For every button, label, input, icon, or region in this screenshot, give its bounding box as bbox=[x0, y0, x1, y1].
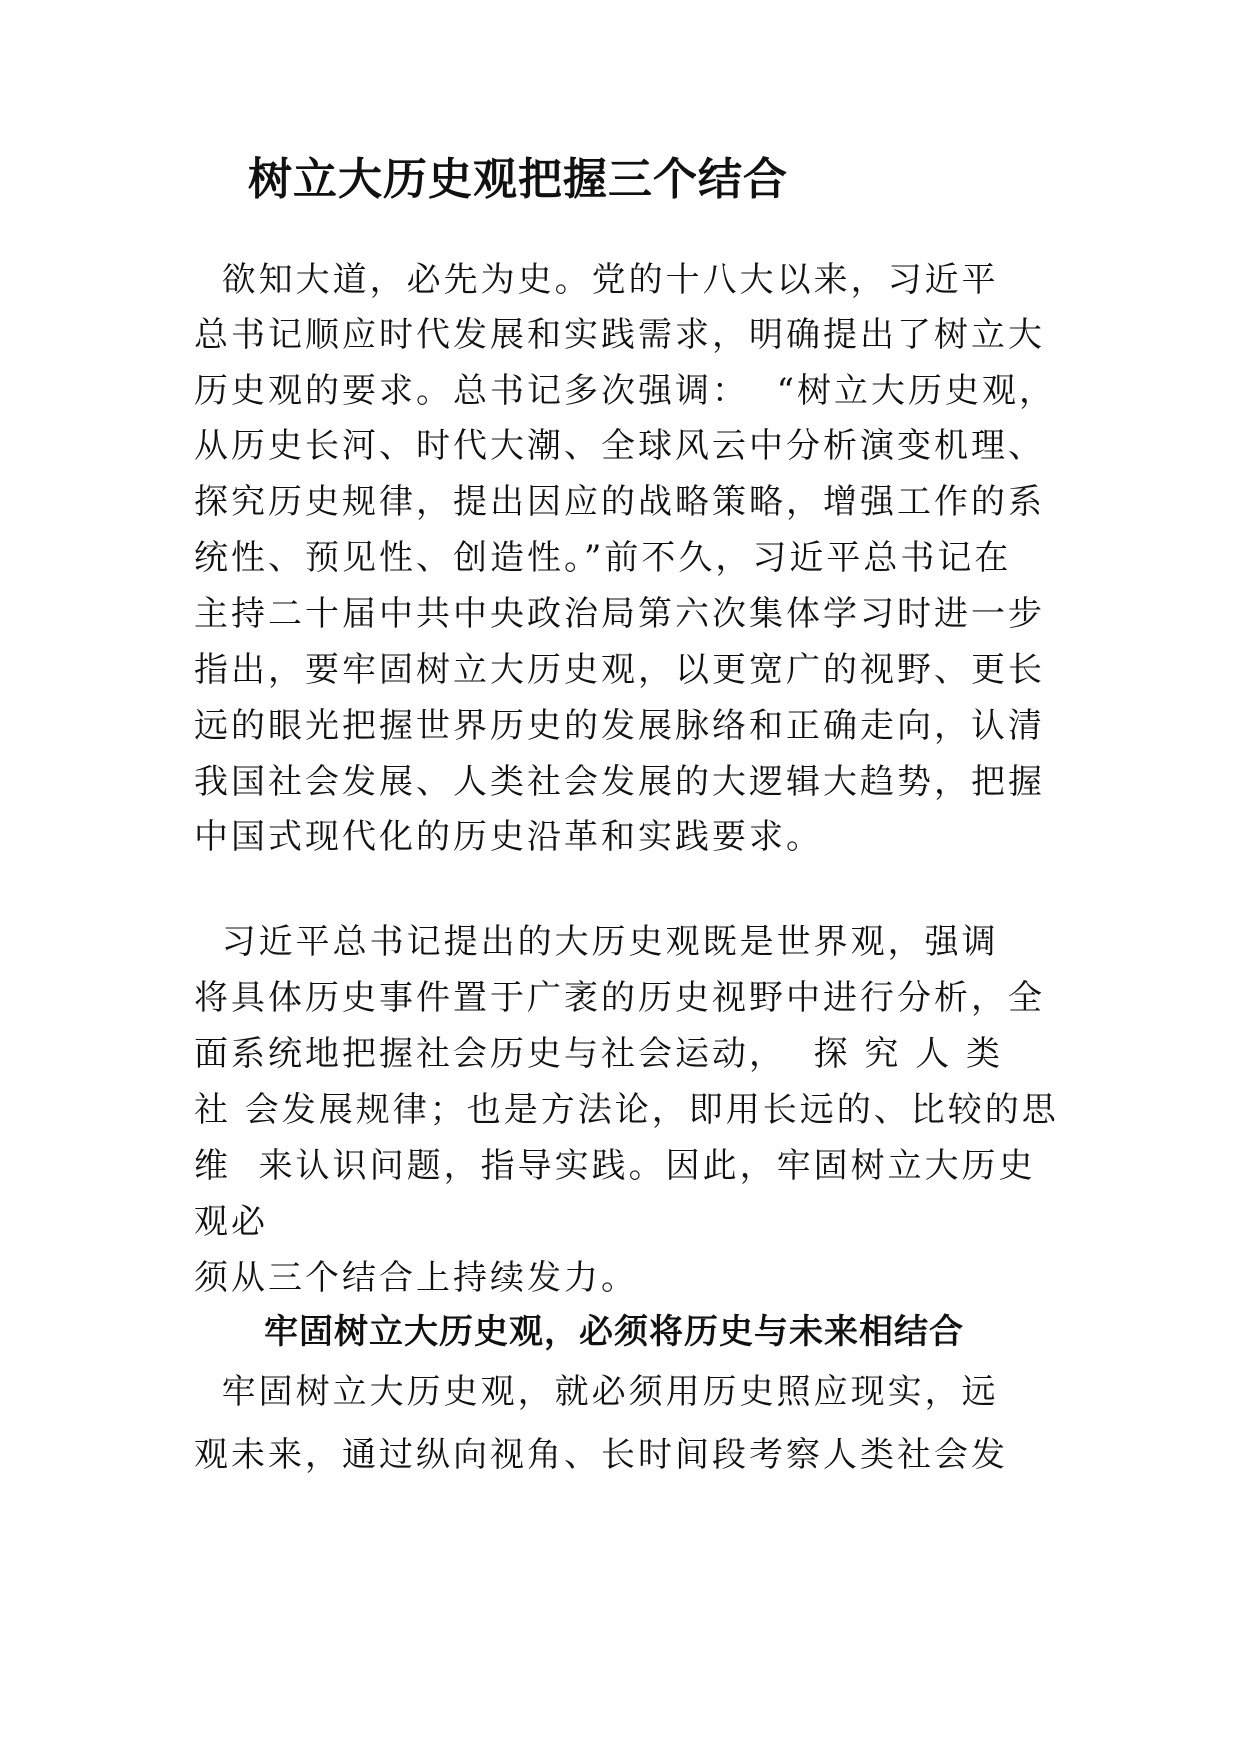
document-title: 树立大历史观把握三个结合 bbox=[248, 154, 788, 205]
paragraph-3-line-1: 牢固树立大历史观，就必须用历史照应现实，远 bbox=[194, 1372, 999, 1412]
paragraph-1-line-8: 指出，要牢固树立大历史观，以更宽广的视野、更长 bbox=[194, 650, 1045, 690]
paragraph-1-line-1: 欲知大道，必先为史。党的十八大以来，习近平 bbox=[194, 260, 999, 300]
paragraph-2-line-3: 面系统地把握社会历史与社会运动， 探 究 人 类 bbox=[194, 1034, 1004, 1074]
paragraph-1-line-9: 远的眼光把握世界历史的发展脉络和正确走向，认清 bbox=[194, 706, 1045, 746]
paragraph-1-line-7: 主持二十届中共中央政治局第六次集体学习时进一步 bbox=[194, 594, 1045, 634]
paragraph-1-line-5: 探究历史规律，提出因应的战略策略，增强工作的系 bbox=[194, 482, 1045, 522]
paragraph-1-line-2: 总书记顺应时代发展和实践需求，明确提出了树立大 bbox=[194, 315, 1045, 355]
paragraph-1-line-10: 我国社会发展、人类社会发展的大逻辑大趋势，把握 bbox=[194, 762, 1045, 802]
paragraph-1-line-3: 历史观的要求。总书记多次强调： “树立大历史观， bbox=[194, 371, 1056, 411]
paragraph-2-line-7: 须从三个结合上持续发力。 bbox=[194, 1258, 638, 1298]
paragraph-2-line-1: 习近平总书记提出的大历史观既是世界观，强调 bbox=[194, 922, 999, 962]
paragraph-2-line-5: 维 来认识问题，指导实践。因此，牢固树立大历史 bbox=[194, 1146, 1036, 1186]
paragraph-2-line-4: 社 会发展规律；也是方法论，即用长远的、比较的思 bbox=[194, 1090, 1059, 1130]
paragraph-2-line-6: 观必 bbox=[194, 1202, 268, 1242]
paragraph-1-line-11: 中国式现代化的历史沿革和实践要求。 bbox=[194, 817, 823, 857]
paragraph-3-line-2: 观未来，通过纵向视角、长时间段考察人类社会发 bbox=[194, 1435, 1008, 1475]
paragraph-2-line-2: 将具体历史事件置于广袤的历史视野中进行分析，全 bbox=[194, 978, 1045, 1018]
section-heading: 牢固树立大历史观，必须将历史与未来相结合 bbox=[264, 1312, 964, 1352]
paragraph-1-line-4: 从历史长河、时代大潮、全球风云中分析演变机理、 bbox=[194, 426, 1045, 466]
paragraph-1-line-6: 统性、预见性、创造性。”前不久，习近平总书记在 bbox=[194, 538, 1012, 578]
